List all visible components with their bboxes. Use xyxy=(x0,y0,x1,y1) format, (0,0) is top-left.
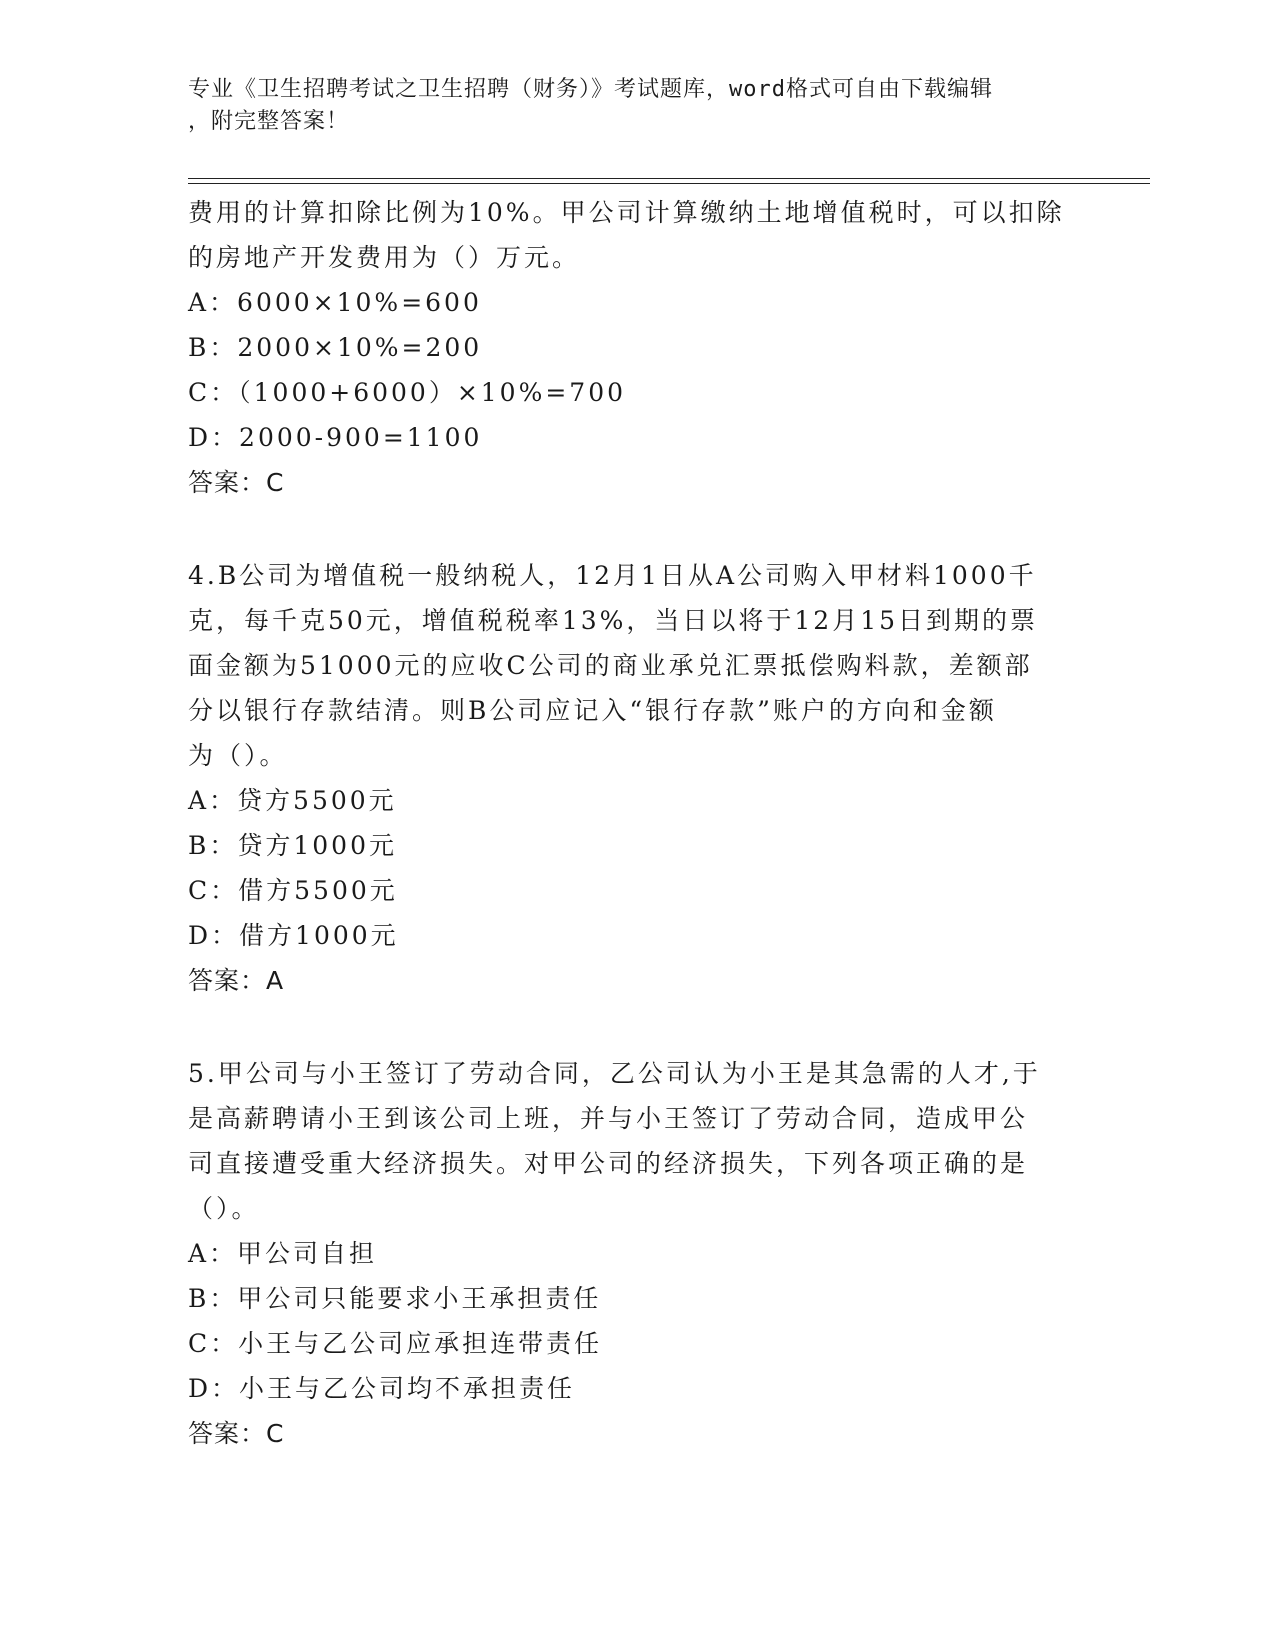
stem-line: （）。 xyxy=(188,1194,260,1223)
stem-line: 费用的计算扣除比例为10%。甲公司计算缴纳土地增值税时，可以扣除 xyxy=(188,198,1065,227)
stem-line: 为（）。 xyxy=(188,741,288,770)
header-divider xyxy=(188,178,1150,179)
spacer xyxy=(188,505,1088,553)
answer-line: 答案：C xyxy=(188,1419,285,1448)
stem-line: 司直接遭受重大经济损失。对甲公司的经济损失，下列各项正确的是 xyxy=(188,1149,1029,1178)
option-c: C：小王与乙公司应承担连带责任 xyxy=(188,1329,603,1358)
stem-line: 是高薪聘请小王到该公司上班，并与小王签订了劳动合同，造成甲公 xyxy=(188,1104,1029,1133)
header-line: 专业《卫生招聘考试之卫生招聘（财务）》考试题库，word格式可自由下载编辑 xyxy=(188,77,993,102)
stem-line: 4.B公司为增值税一般纳税人，12月1日从A公司购入甲材料1000千 xyxy=(188,561,1037,590)
option-d: D：2000-900=1100 xyxy=(188,423,483,452)
header-line: ，附完整答案！ xyxy=(188,109,350,134)
option-c: C：（1000+6000）×10%=700 xyxy=(188,378,627,407)
stem-line: 5.甲公司与小王签订了劳动合同，乙公司认为小王是其急需的人才,于 xyxy=(188,1059,1041,1088)
option-a: A：贷方5500元 xyxy=(188,786,397,815)
question-stem xyxy=(188,190,1088,280)
question-list xyxy=(188,190,1088,1456)
document-header xyxy=(188,74,1068,138)
option-b: B：甲公司只能要求小王承担责任 xyxy=(188,1284,602,1313)
option-d: D：小王与乙公司均不承担责任 xyxy=(188,1374,576,1403)
option-a: A：甲公司自担 xyxy=(188,1239,378,1268)
question-stem xyxy=(188,553,1088,778)
answer-line: 答案：A xyxy=(188,966,285,995)
option-c: C：借方5500元 xyxy=(188,876,398,905)
option-b: B：贷方1000元 xyxy=(188,831,397,860)
spacer xyxy=(188,1003,1088,1051)
question-3-continued xyxy=(188,190,1088,505)
option-b: B：2000×10%=200 xyxy=(188,333,483,362)
header-divider xyxy=(188,183,1150,184)
question-stem xyxy=(188,1051,1088,1231)
answer-line: 答案：C xyxy=(188,468,285,497)
stem-line: 面金额为51000元的应收C公司的商业承兑汇票抵偿购料款，差额部 xyxy=(188,651,1033,680)
question-4 xyxy=(188,553,1088,1003)
stem-line: 的房地产开发费用为（）万元。 xyxy=(188,243,581,272)
option-a: A：6000×10%=600 xyxy=(188,288,482,317)
option-d: D：借方1000元 xyxy=(188,921,399,950)
stem-line: 克，每千克50元，增值税税率13%，当日以将于12月15日到期的票 xyxy=(188,606,1039,635)
stem-line: 分以银行存款结清。则B公司应记入“银行存款”账户的方向和金额 xyxy=(188,696,997,725)
question-5 xyxy=(188,1051,1088,1456)
